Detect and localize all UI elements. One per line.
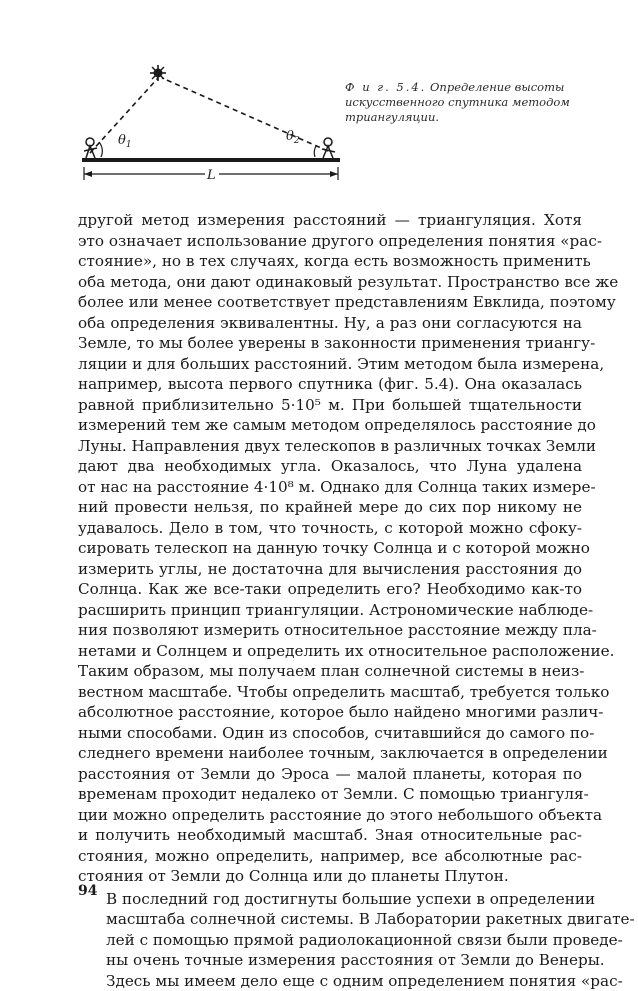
text-line: масштаба солнечной системы. В Лаборатории ракетных двигате- bbox=[78, 909, 582, 930]
text-line: равной приблизительно 5·10⁵ м. При большей тщательности bbox=[78, 395, 582, 416]
text-line: стояния, можно определить, например, все абсолютные рас- bbox=[78, 846, 582, 867]
sight-line-right bbox=[162, 78, 328, 151]
text-line: сировать телескоп на данную точку Солнца и с которой можно bbox=[78, 538, 582, 559]
text-line: лей с помощью прямой радиолокационной связи были проведе- bbox=[78, 930, 582, 951]
text-line: другой метод измерения расстояний — триангуляция. Хотя bbox=[78, 210, 582, 231]
text-line: стояние», но в тех случаях, когда есть возможность применить bbox=[78, 251, 582, 272]
text-line: ны очень точные измерения расстояния от Земли до Венеры. bbox=[78, 950, 582, 971]
text-line: расстояния от Земли до Эроса — малой планеты, которая по bbox=[78, 764, 582, 785]
ground-line bbox=[82, 158, 340, 162]
text-line: измерений тем же самым методом определялось расстояние до bbox=[78, 415, 582, 436]
text-line: измерить углы, не достаточна для вычисления расстояния до bbox=[78, 559, 582, 580]
text-line: оба определения эквивалентны. Ну, а раз они согласуются на bbox=[78, 313, 582, 334]
text-line: например, высота первого спутника (фиг. 5.4). Она оказалась bbox=[78, 374, 582, 395]
text-line: расширить принцип триангуляции. Астрономические наблюде- bbox=[78, 600, 582, 621]
label-distance-L: L bbox=[206, 168, 216, 183]
text-line: В последний год достигнуты большие успехи в определении bbox=[78, 889, 582, 910]
text-line: Здесь мы имеем дело еще с одним определением понятия «рас- bbox=[78, 971, 582, 991]
triangulation-figure bbox=[70, 58, 355, 188]
text-line: оба метода, они дают одинаковый результат. Пространство все же bbox=[78, 272, 582, 293]
text-line: ными способами. Один из способов, считавшийся до самого по- bbox=[78, 723, 582, 744]
dimension-arrow-left bbox=[84, 171, 92, 177]
label-theta2: $\theta_2$ bbox=[286, 129, 300, 146]
paragraph-1 bbox=[78, 210, 582, 887]
text-line: и получить необходимый масштаб. Зная относительные рас- bbox=[78, 825, 582, 846]
observer-right-icon bbox=[322, 138, 335, 158]
triangulation-diagram bbox=[70, 58, 355, 188]
angle-arc-theta2 bbox=[314, 146, 316, 157]
text-line: ния позволяют измерить относительное расстояние между пла- bbox=[78, 620, 582, 641]
text-line: абсолютное расстояние, которое было найдено многими различ- bbox=[78, 702, 582, 723]
text-line: следнего времени наиболее точным, заключается в определении bbox=[78, 743, 582, 764]
text-line: нетами и Солнцем и определить их относительное расположение. bbox=[78, 641, 582, 662]
paragraph-2 bbox=[78, 889, 582, 991]
body-text bbox=[78, 210, 582, 991]
text-line: дают два необходимых угла. Оказалось, что Луна удалена bbox=[78, 456, 582, 477]
text-line: вестном масштабе. Чтобы определить масштаб, требуется только bbox=[78, 682, 582, 703]
angle-arc-theta1 bbox=[99, 142, 102, 157]
text-line: ний провести нельзя, по крайней мере до сих пор никому не bbox=[78, 497, 582, 518]
text-line: удавалось. Дело в том, что точность, с которой можно сфоку- bbox=[78, 518, 582, 539]
text-line: Солнца. Как же все-таки определить его? Необходимо как-то bbox=[78, 579, 582, 600]
text-line: Луны. Направления двух телескопов в различных точках Земли bbox=[78, 436, 582, 457]
figure-caption-text: Определение высоты искусственного спутника методом триангуляции. bbox=[345, 80, 570, 124]
satellite-icon bbox=[150, 65, 166, 81]
text-line: Таким образом, мы получаем план солнечной системы в неиз- bbox=[78, 661, 582, 682]
observer-left-icon bbox=[84, 138, 97, 158]
text-line: от нас на расстояние 4·10⁸ м. Однако для Солнца таких измере- bbox=[78, 477, 582, 498]
page-number: 94 bbox=[78, 883, 97, 899]
label-theta1: $\theta_1$ bbox=[118, 133, 132, 150]
text-line: стояния от Земли до Солнца или до планеты Плутон. bbox=[78, 866, 582, 887]
figure-caption bbox=[345, 80, 595, 125]
text-line: ляции и для больших расстояний. Этим методом была измерена, bbox=[78, 354, 582, 375]
text-line: временам проходит недалеко от Земли. С помощью триангуля- bbox=[78, 784, 582, 805]
dimension-arrow-right bbox=[330, 171, 338, 177]
text-line: более или менее соответствует представлениям Евклида, поэтому bbox=[78, 292, 582, 313]
figure-caption-number: Ф и г. 5.4. bbox=[345, 80, 426, 94]
text-line: это означает использование другого определения понятия «рас- bbox=[78, 231, 582, 252]
text-line: Земле, то мы более уверены в законности применения триангу- bbox=[78, 333, 582, 354]
text-line: ции можно определить расстояние до этого небольшого объекта bbox=[78, 805, 582, 826]
